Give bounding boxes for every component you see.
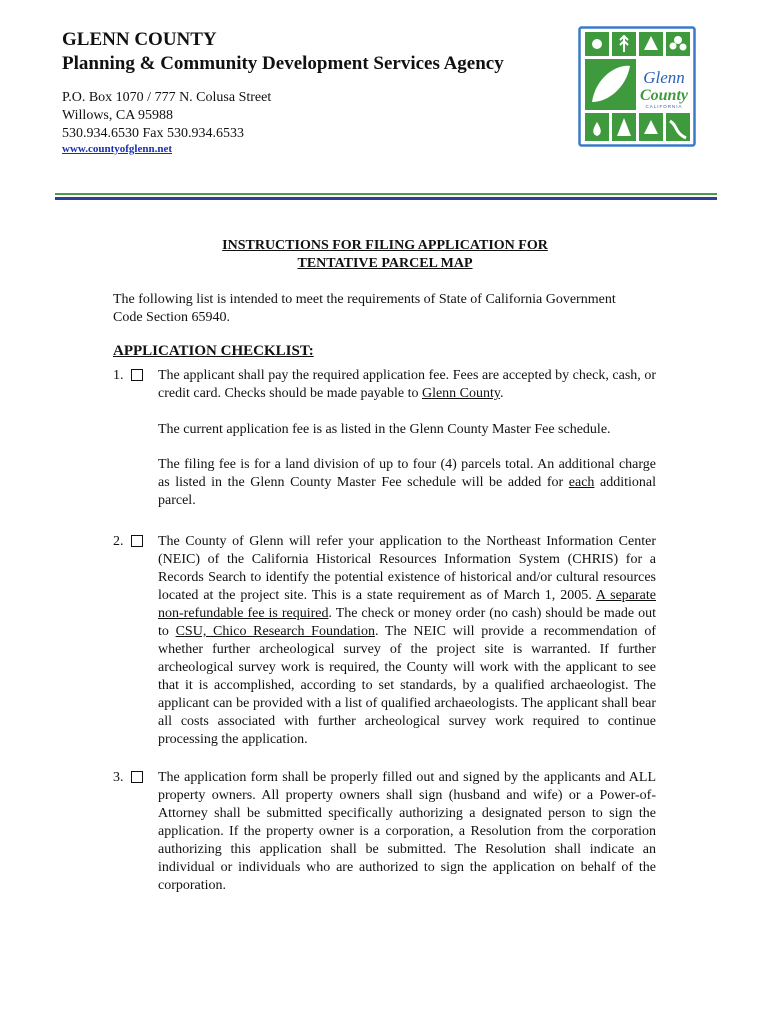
- county-logo: [578, 26, 696, 147]
- document-title-line-2: TENTATIVE PARCEL MAP: [297, 256, 473, 271]
- item-2-number: 2.: [113, 534, 124, 549]
- address-line-1: P.O. Box 1070 / 777 N. Colusa Street: [62, 90, 272, 105]
- item-1-paragraph-2: The current application fee is as listed in the Glenn County Master Fee schedule.: [158, 422, 611, 437]
- item-3-number: 3.: [113, 770, 124, 785]
- logo-name-county: County: [639, 87, 689, 104]
- logo-state: CALIFORNIA: [645, 104, 683, 109]
- divider-blue: [55, 197, 717, 200]
- item-1-checkbox[interactable]: [131, 369, 143, 381]
- glenn-county-payee: Glenn County: [421, 386, 501, 401]
- department-name: Planning & Community Development Services Agency: [62, 53, 504, 74]
- item-2-checkbox[interactable]: [131, 535, 143, 547]
- document-title-line-1: INSTRUCTIONS FOR FILING APPLICATION FOR: [222, 238, 548, 253]
- item-3-paragraph: The application form shall be properly filled out and signed by the applicants and ALL property owners. All property owners shall sign (husband and wife) or a Power-of-Attorney shall be submitted specifically authorizing a designated person to sign the application. If the property owner is a corporation, a Resolution from the corporation authorizing this application shall be submitted. The Resolution shall indicate an individual or individuals who are authorized to sign the application on behalf of the corporation.: [158, 770, 656, 893]
- csu-chico-payee: CSU, Chico Research Foundation: [175, 624, 375, 639]
- intro-line-2: Code Section 65940.: [113, 310, 231, 325]
- checklist-heading: APPLICATION CHECKLIST:: [113, 343, 314, 359]
- non-refundable-fee-note: A separate non-refundable fee is required: [158, 588, 656, 621]
- website-link[interactable]: www.countyofglenn.net: [62, 143, 173, 155]
- intro-line-1: The following list is intended to meet the requirements of State of California Government: [113, 292, 616, 307]
- agency-name: GLENN COUNTY: [62, 29, 217, 50]
- item-1-number: 1.: [113, 368, 124, 383]
- logo-name-glenn: Glenn: [643, 68, 685, 87]
- item-1-paragraph-1: The applicant shall pay the required application fee. Fees are accepted by check, cash, or credit card. Checks should be made payable to Glenn County.: [158, 368, 656, 401]
- item-2-paragraph: The County of Glenn will refer your application to the Northeast Information Center (NEIC) of the California Historical Resources Information System (CHRIS) for a Records Search to identify the potential existence of historical and/or cultural resources located at the project site. This is a state requirement as of March 1, 2005. A separate non-refundable fee is required. The check or money order (no cash) should be made out to CSU, Chico Research Foundation. The NEIC will provide a recommendation of whether further archeological survey of the project site is warranted. If further archeological survey work is required, the County will work with the applicant to see that it is accomplished, according to set standards, by a qualified archaeologist. The applicant can be provided with a list of qualified archaeologists. The applicant shall bear all costs associated with further archeological survey work required to continue processing the application.: [158, 534, 657, 747]
- item-1-paragraph-3: The filing fee is for a land division of up to four (4) parcels total. An additional charge as listed in the Glenn County Master Fee schedule will be added for each additional parcel.: [158, 457, 656, 508]
- address-line-2: Willows, CA 95988: [62, 108, 174, 123]
- divider-green: [55, 193, 717, 195]
- phone-fax: 530.934.6530 Fax 530.934.6533: [62, 126, 244, 141]
- item-3-checkbox[interactable]: [131, 771, 143, 783]
